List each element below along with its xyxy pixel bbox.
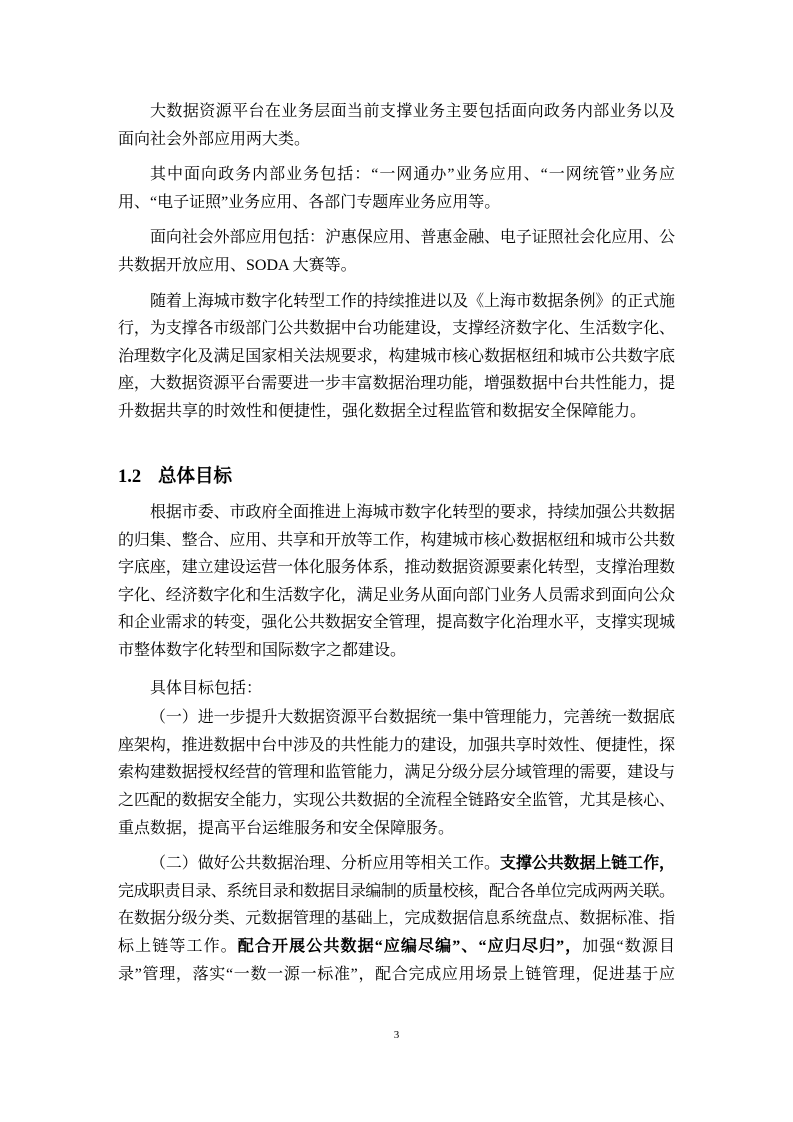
text-line [118,609,675,637]
line-text: 具体目标包括： [150,679,263,697]
text-line [118,732,675,760]
line-text: 面向社会外部应用两大类。 [118,130,311,148]
text-line [118,224,675,252]
line-text: 录”管理，落实“一数一源一标准”，配合完成应用场景上链管理，促进基于应 [118,965,676,983]
text-line [118,161,675,189]
intro-paragraph-2 [118,161,675,216]
text-line [118,637,675,665]
bold-text: 配合开展公共数据“应编尽编”、“应归尽归”， [237,938,583,956]
text-line [118,499,675,527]
text-line [118,370,675,398]
line-text: （一）进一步提升大数据资源平台数据统一集中管理能力，完善统一数据底 [150,709,675,727]
text-line [118,189,675,217]
bold-text: 支撑公共数据上链工作， [499,855,675,873]
text-line [118,398,675,426]
text-line [118,815,675,843]
plain-text: 加强“数源目 [582,938,677,956]
goal-item-2 [118,850,675,988]
text-line [118,126,675,154]
line-text: 重点数据，提高平台运维服务和安全保障服务。 [118,819,455,837]
line-text [118,938,676,955]
text-line [118,252,675,280]
text-line [118,582,675,610]
line-text: 行，为支撑各市级部门公共数据中台功能建设，支撑经济数字化、生活数字化、 [118,320,675,338]
line-text: 完成职责目录、系统目录和数据目录编制的质量校核，配合各单位完成两两关联。 [118,882,675,900]
line-text: 字化、经济数字化和生活数字化，满足业务从面向部门业务人员需求到面向公众 [118,586,675,604]
text-line [118,878,675,906]
intro-paragraph-3 [118,224,675,279]
text-line [118,288,675,316]
section-number: 1.2 [118,466,142,487]
text-line [118,343,675,371]
line-text: 大数据资源平台在业务层面当前支撑业务主要包括面向政务内部业务以及 [150,103,676,120]
page-number: 3 [393,1029,400,1041]
plain-text: （二）做好公共数据治理、分析应用等相关工作。 [150,855,500,873]
text-line [118,554,675,582]
line-text: 市整体数字化转型和国际数字之都建设。 [118,642,407,660]
line-text: 共数据开放应用、SODA 大赛等。 [118,256,357,274]
text-line [118,98,675,126]
text-line [118,787,675,815]
section-title: 总体目标 [158,466,233,487]
line-text: 座架构，推进数据中台中涉及的共性能力的建设，加强共享时效性、便捷性，探 [118,736,675,754]
section-paragraph-2 [118,675,675,703]
text-line [118,905,675,933]
intro-paragraph-4 [118,288,675,426]
line-text: 随着上海城市数字化转型工作的持续推进以及《上海市数据条例》的正式施 [150,292,675,310]
text-line [118,759,675,787]
line-text: 索构建数据授权经营的管理和监管能力，满足分级分层分域管理的需要，建设与 [118,764,675,782]
text-line [118,527,675,555]
section-heading [118,459,675,495]
line-text: 之匹配的数据安全能力，实现公共数据的全流程全链路安全监管，尤其是核心、 [118,792,675,810]
line-text: 根据市委、市政府全面推进上海城市数字化转型的要求，持续加强公共数据 [150,504,675,522]
line-text: 面向社会外部应用包括：沪惠保应用、普惠金融、电子证照社会化应用、公 [150,229,675,247]
page-body [118,98,675,988]
line-text: 治理数字化及满足国家相关法规要求，构建城市核心数据枢纽和城市公共数字底 [118,347,675,365]
line-text: 和企业需求的转变，强化公共数据安全管理，提高数字化治理水平，支撑实现城 [118,614,675,632]
line-text: 升数据共享的时效性和便捷性，强化数据全过程监管和数据安全保障能力。 [118,402,647,420]
line-text: 的归集、整合、应用、共享和开放等工作，构建城市核心数据枢纽和城市公共数 [118,531,675,549]
text-line [118,675,675,703]
line-text: 座，大数据资源平台需要进一步丰富数据治理功能，增强数据中台共性能力，提 [118,375,675,393]
text-line [118,850,675,878]
text-line [118,315,675,343]
line-text: 用、“电子证照”业务应用、各部门专题库业务应用等。 [118,193,501,211]
text-line [118,933,675,961]
line-text: 字底座，建立建设运营一体化服务体系，推动数据资源要素化转型，支撑治理数 [118,559,675,577]
line-text [150,855,675,872]
text-line [118,704,675,732]
plain-text: 标上链等工作。 [118,938,238,956]
line-text: 其中面向政务内部业务包括：“一网通办”业务应用、“一网统管”业务应 [150,166,677,184]
section-paragraph-1 [118,499,675,665]
line-text: 在数据分级分类、元数据管理的基础上，完成数据信息系统盘点、数据标准、指 [118,910,675,928]
text-line [118,961,675,989]
goal-item-1 [118,704,675,842]
intro-paragraph-1 [118,98,675,153]
